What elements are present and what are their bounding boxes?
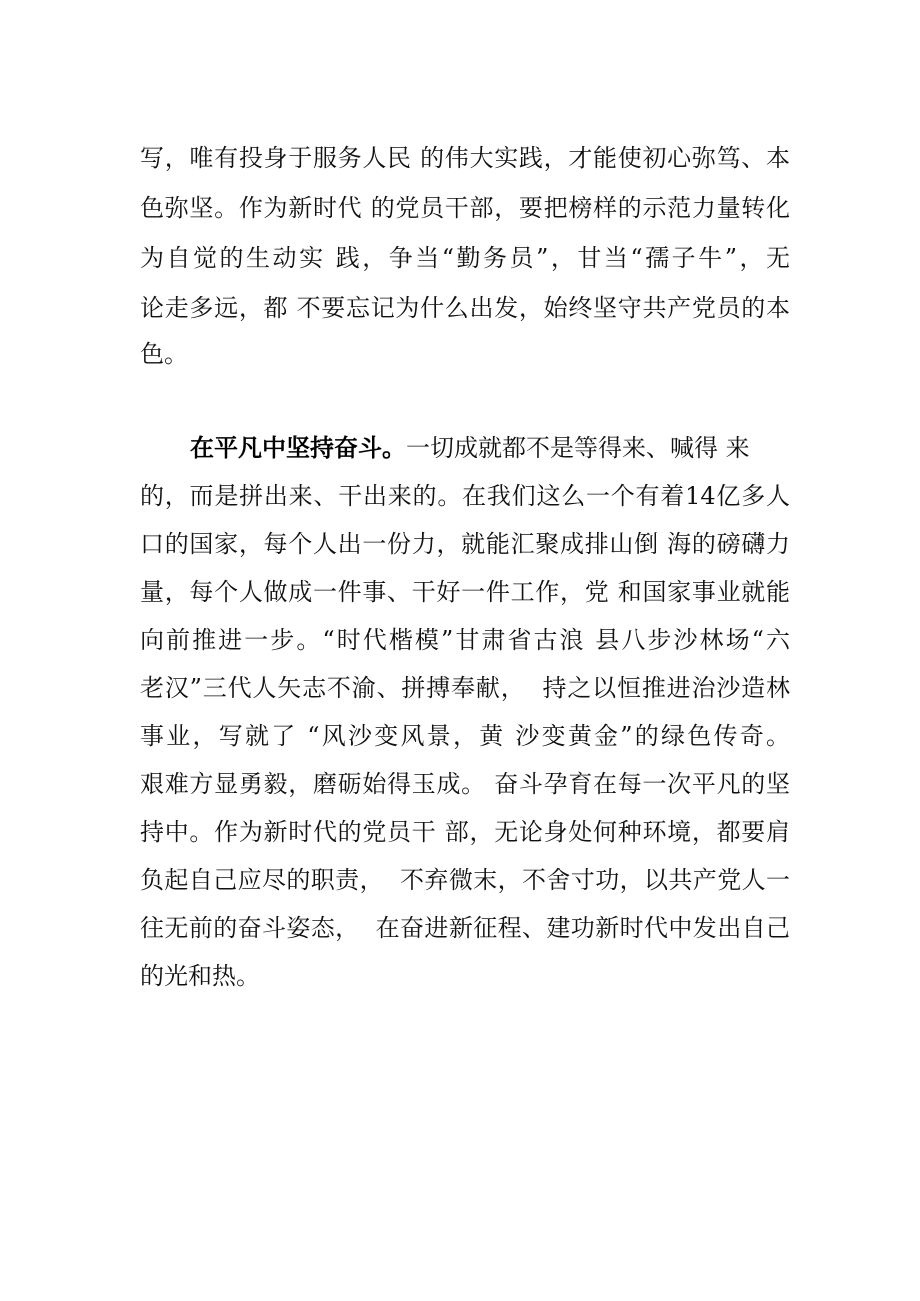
paragraph1-line-3: 为自觉的生动实 践，争当“勤务员”，甘当“孺子牛”，无 [140, 244, 790, 272]
paragraph2-line-3: 口的国家，每个人出一份力，就能汇聚成排山倒 海的磅礴力 [140, 530, 790, 558]
paragraph1-line-2: 色弥坚。作为新时代 的党员干部，要把榜样的示范力量转化 [140, 194, 790, 222]
paragraph2-first-line-rest: 一切成就都不是等得来、喊得 来 [406, 434, 750, 462]
paragraph2-line-5: 向前推进一步。“时代楷模”甘肃省古浪 县八步沙林场“六 [140, 626, 790, 654]
paragraph2-line-7: 事业，写就了 “风沙变风景，黄 沙变黄金”的绿色传奇。 [140, 722, 790, 750]
paragraph2-line-6: 老汉”三代人矢志不渝、拼搏奉献， 持之以恒推进治沙造林 [140, 674, 790, 702]
paragraph2-line-1 [190, 428, 790, 468]
paragraph2-heading: 在平凡中坚持奋斗。 [190, 434, 406, 462]
paragraph1-line-4: 论走多远，都 不要忘记为什么出发，始终坚守共产党员的本 [140, 294, 790, 322]
paragraph1-line-1: 写，唯有投身于服务人民 的伟大实践，才能使初心弥笃、本 [140, 144, 790, 172]
paragraph2-line-11: 往无前的奋斗姿态， 在奋进新征程、建功新时代中发出自己 [140, 914, 790, 942]
paragraph2-line-9: 持中。作为新时代的党员干 部，无论身处何种环境，都要肩 [140, 818, 790, 846]
paragraph2-line-2: 的，而是拼出来、干出来的。在我们这么一个有着14亿多人 [140, 482, 790, 510]
paragraph2-line-10: 负起自己应尽的职责， 不弃微末，不舍寸功，以共产党人一 [140, 866, 790, 894]
paragraph2-line-4: 量，每个人做成一件事、干好一件工作，党 和国家事业就能 [140, 578, 790, 606]
paragraph2-line-8: 艰难方显勇毅，磨砺始得玉成。 奋斗孕育在每一次平凡的坚 [140, 770, 790, 798]
paragraph2-line-12: 的光和热。 [140, 962, 260, 990]
paragraph1-line-5: 色。 [140, 340, 188, 368]
